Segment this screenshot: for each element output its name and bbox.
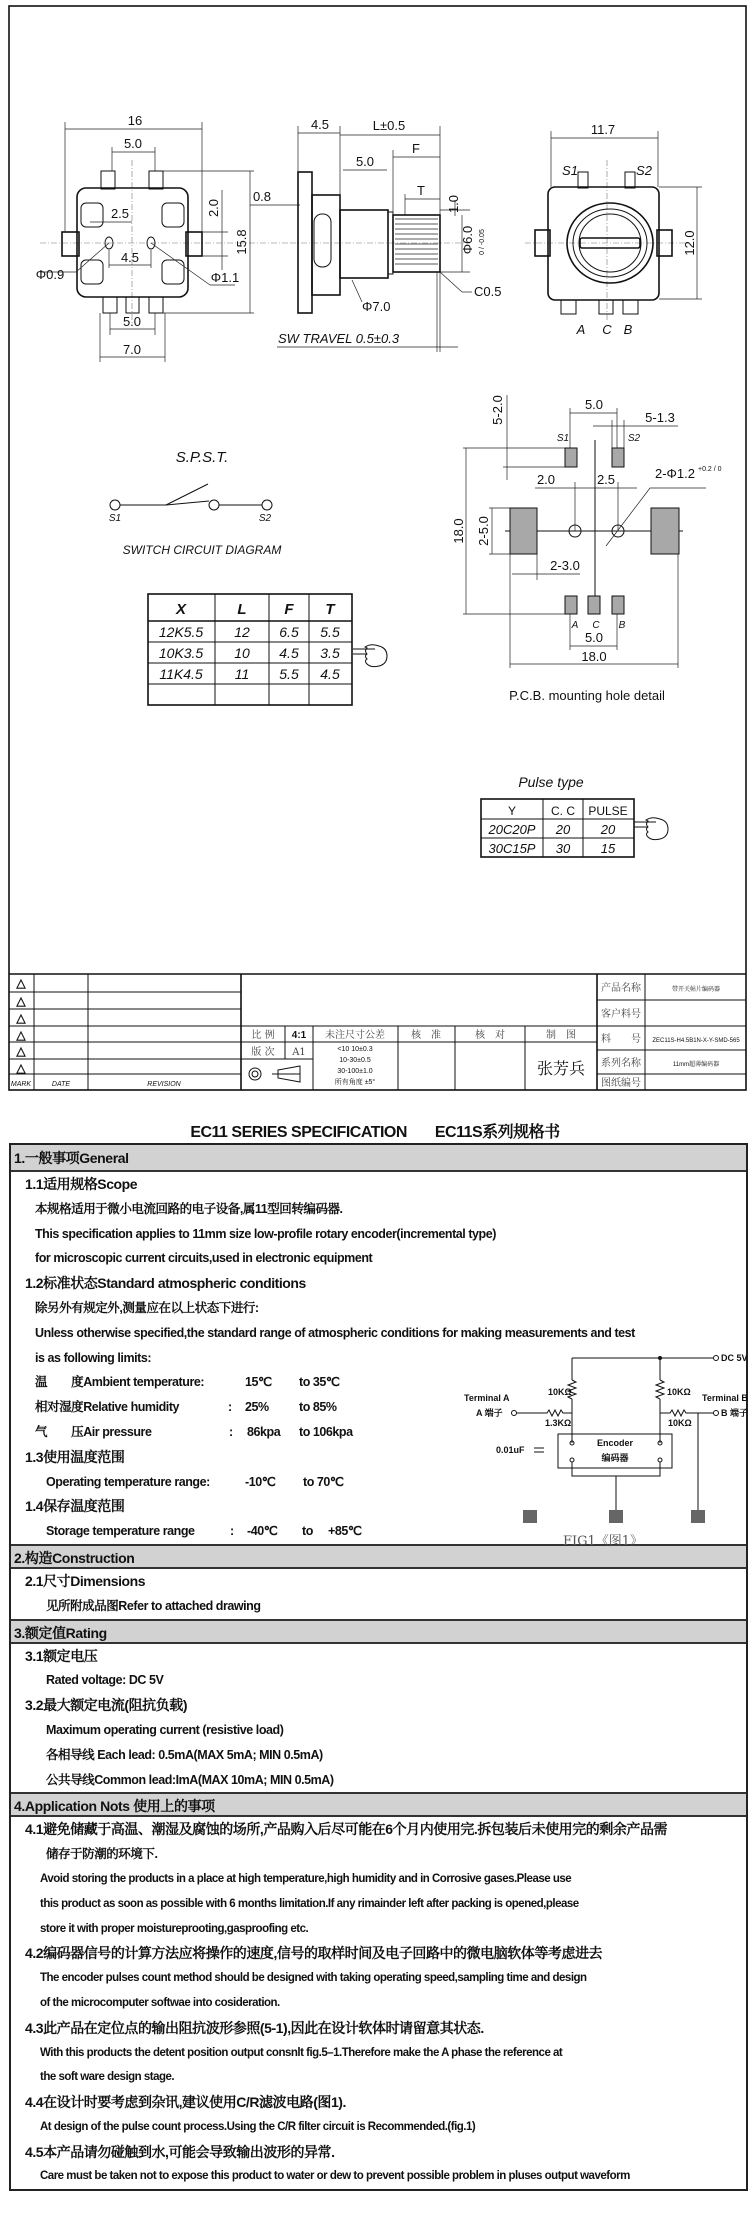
title-field-label: 系列名称 (601, 1058, 641, 1069)
spec-subheading: 4.3此产品在定位点的输出阻抗波形参照(5-1),因此在设计软体时请留意其状态. (25, 2019, 484, 2036)
pcb-label-b: B (618, 620, 626, 631)
switch-s1-label: S1 (108, 513, 122, 524)
table-cell: 6.5 (279, 624, 299, 640)
pcb-caption: P.C.B. mounting hole detail (509, 688, 665, 703)
dim-width-11-7: 11.7 (590, 122, 616, 137)
tolerance-value: 10-30±0.5 (339, 1057, 371, 1064)
table-cell: 5.5 (279, 666, 299, 682)
spec-condition-value: 15℃ (245, 1375, 272, 1390)
revision-mark-triangle-icon: △ (16, 1044, 26, 1058)
spec-text: 本规格适用于微小电流回路的电子设备,属11型回转编码器. (35, 1201, 343, 1216)
spec-text: for microscopic current circuits,used in electronic equipment (35, 1251, 373, 1266)
switch-caption: SWITCH CIRCUIT DIAGRAM (122, 543, 282, 557)
pcb-dim-2-3-0: 2-3.0 (550, 558, 580, 573)
table-cell: 10 (234, 645, 250, 661)
table-cell: 11 (234, 666, 250, 682)
mechanical-drawing (0, 0, 750, 1095)
spec-subheading: 4.1避免储藏于高温、潮湿及腐蚀的场所,产品购入后尽可能在6个月内使用完.拆包装后未使用完的剩余产品需 (25, 1821, 668, 1838)
spec-subheading: 4.5本产品请勿碰触到水,可能会导致输出波形的异常. (25, 2143, 335, 2160)
title-field-value: 11mm超薄编码器 (672, 1062, 720, 1068)
pcb-dim-5-1-3: 5-1.3 (645, 410, 675, 425)
spec-subheading: 3.1额定电压 (25, 1647, 98, 1664)
spec-condition-value: -40℃ (247, 1524, 278, 1539)
pointing-hand-icon (353, 645, 387, 667)
section-header: 4.Application Nots 使用上的事项 (11, 1792, 746, 1817)
table-cell: 30C15P (488, 841, 536, 856)
dim-pin-pitch-bottom: 5.0 (122, 314, 142, 329)
drawn-by-label: 制 图 (546, 1030, 576, 1041)
terminal-b-label: Terminal B (702, 1393, 748, 1403)
spec-condition-value: to 106kpa (299, 1424, 353, 1439)
table-header: X (175, 601, 187, 618)
table-cell: 3.5 (320, 645, 340, 661)
pointing-hand-icon (634, 818, 668, 840)
side-view (277, 117, 501, 352)
title-field-label: 料 号 (601, 1034, 641, 1045)
pin-label-a: A (576, 322, 586, 337)
cone-projection-symbol-icon (272, 1066, 300, 1082)
spec-text: the soft ware design stage. (40, 2071, 175, 2084)
revision-mark-triangle-icon: △ (16, 1061, 26, 1075)
table-header: F (284, 601, 294, 618)
table-cell: 12K5.5 (158, 624, 204, 640)
supply-voltage-label: DC 5V (721, 1353, 748, 1363)
spec-text: Avoid storing the products in a place at high temperature,high humidity and in Corrosive gases.Please use (40, 1872, 572, 1885)
spec-condition-row (11, 1395, 749, 1420)
title-field-label: 产品名称 (601, 983, 641, 994)
pcb-dim-switch-pitch: 5.0 (584, 397, 604, 412)
table-cell: 20 (555, 822, 571, 837)
dim-1-0: 1.0 (446, 194, 461, 214)
spec-condition-value: to 85% (299, 1400, 337, 1415)
terminal-a-label: Terminal A (464, 1393, 510, 1403)
section-header: 2.构造Construction (11, 1544, 746, 1569)
table-cell: 15 (600, 841, 616, 856)
spec-condition-value: +85℃ (328, 1524, 362, 1539)
table-cell: 12 (234, 624, 250, 640)
spec-text: 公共导线Common lead:ImA(MAX 10mA; MIN 0.5mA) (46, 1772, 334, 1787)
spec-subheading: 1.3使用温度范围 (25, 1448, 125, 1465)
spec-condition-value: 气 压Air pressure (35, 1424, 152, 1439)
dim-4-5: 4.5 (120, 250, 140, 265)
dim-shaft-tolerance: 0 / -0.05 (479, 229, 486, 255)
pin-label-s2: S2 (636, 163, 652, 178)
table-cell: 10K3.5 (158, 645, 204, 661)
table-cell: 20C20P (488, 822, 536, 837)
table-header: T (325, 601, 335, 618)
spec-condition-row (11, 1470, 746, 1495)
pin-label-c: C (602, 322, 612, 337)
figure-caption: FIG1《图1》 (562, 1534, 644, 1549)
table-header: C. C (551, 804, 575, 818)
concentric-circles-symbol-icon (249, 1068, 261, 1080)
pcb-mounting-hole-detail (451, 395, 722, 703)
dim-0-8: 0.8 (252, 189, 272, 204)
pin-label-b: B (623, 322, 633, 337)
spec-title (0, 1119, 750, 1142)
dim-f: F (412, 141, 420, 156)
table-cell: 4.5 (279, 645, 299, 661)
dim-shaft-6-0: Φ6.0 (460, 225, 475, 255)
approved-by-label: 核 准 (411, 1030, 441, 1041)
title-field-value: ZEC11S-H4.5B1N-X-Y-SMD-565 (652, 1038, 740, 1044)
scale-label: 比 例 (251, 1030, 275, 1041)
revision-mark-triangle-icon: △ (16, 994, 26, 1008)
dim-pin-pitch-top: 5.0 (123, 136, 143, 151)
pcb-label-c: C (592, 620, 600, 631)
spec-condition-value: to (302, 1524, 313, 1539)
switch-circuit-diagram (109, 449, 281, 557)
pullup-resistor-b-label: 10KΩ (667, 1387, 691, 1397)
pcb-dim-2-0: 2.0 (536, 472, 556, 487)
tolerance-value: <10 10±0.3 (337, 1046, 373, 1053)
spec-condition-value: to 35℃ (299, 1375, 340, 1390)
spec-text: 储存于防潮的环境下. (46, 1847, 158, 1862)
pulse-type-table (481, 774, 668, 857)
dim-chamfer: C0.5 (474, 284, 502, 299)
dim-7-0: 7.0 (122, 342, 142, 357)
spec-text: 各相导线 Each lead: 0.5mA(MAX 5mA; MIN 0.5mA) (46, 1747, 323, 1762)
tolerance-value: 30-100±1.0 (337, 1068, 373, 1075)
dim-length-l: L±0.5 (372, 118, 406, 133)
revision-mark-triangle-icon: △ (16, 976, 26, 990)
table-cell: 5.5 (320, 624, 340, 640)
section-header: 1.一般事项General (11, 1145, 746, 1172)
dim-height-15-8: 15.8 (234, 229, 249, 255)
front-view (36, 113, 300, 362)
table-cell: 30 (555, 841, 571, 856)
pulse-type-title: Pulse type (518, 774, 584, 790)
spec-text: 除另外有规定外,测量应在以上状态下进行: (35, 1300, 259, 1315)
encoder-label-en: Encoder (596, 1438, 634, 1448)
series-resistor-a-label: 1.3KΩ (545, 1418, 572, 1428)
pcb-dim-18-0-horizontal: 18.0 (581, 649, 607, 664)
mark-header: MARK (10, 1081, 32, 1088)
spec-condition-value: : (228, 1400, 232, 1415)
shaft-dimension-table (148, 594, 387, 705)
table-header: PULSE (588, 804, 628, 818)
spec-subheading: 2.1尺寸Dimensions (25, 1572, 146, 1589)
spec-subheading: 4.2编码器信号的计算方法应将操作的速度,信号的取样时间及电子回路中的微电脑软体等考虑进去 (25, 1945, 603, 1962)
table-cell: 20 (600, 822, 616, 837)
pcb-dim-hole-dia: 2-Φ1.2 (655, 466, 696, 481)
series-resistor-b-label: 10KΩ (668, 1418, 692, 1428)
spec-text: Unless otherwise specified,the standard range of atmospheric conditions for making measurements and test (35, 1325, 635, 1340)
spec-condition-value: Operating temperature range: (46, 1474, 210, 1489)
capacitor-label: 0.01uF (496, 1445, 525, 1455)
title-block (9, 974, 746, 1090)
dim-t: T (417, 183, 425, 198)
pcb-label-a: A (571, 620, 579, 631)
title-field-value: 带开关帖片编码器 (671, 987, 721, 993)
spec-text: 见所附成品图Refer to attached drawing (46, 1598, 261, 1613)
spec-text: Maximum operating current (resistive load) (46, 1722, 284, 1737)
spec-condition-row (11, 1519, 746, 1544)
drawn-by-signature: 张芳兵 (536, 1059, 586, 1078)
spec-subheading: 1.4保存温度范围 (25, 1498, 125, 1515)
spec-text: of the microcomputer softwae into cosideration. (40, 1996, 280, 2009)
spec-subheading: 1.2标准状态Standard atmospheric conditions (25, 1275, 306, 1292)
dim-2-5: 2.5 (110, 206, 130, 221)
version-value: A1 (292, 1047, 306, 1058)
table-cell: 11K4.5 (159, 666, 203, 682)
spec-text: The encoder pulses count method should be designed with taking operating speed,sampling time and design (40, 1972, 587, 1985)
spec-condition-value: 相对湿度Relative humidity (35, 1400, 180, 1415)
pcb-label-s2: S2 (627, 433, 641, 444)
dim-2-0: 2.0 (206, 198, 221, 218)
terminal-b-cn-label: B 端子 (721, 1408, 749, 1418)
date-header: DATE (51, 1081, 71, 1088)
spec-title-en: EC11 SERIES SPECIFICATION (190, 1124, 407, 1141)
spec-text: this product as soon as possible with 6 months limitation.If any rimainder left after packing is opened,please (40, 1897, 579, 1910)
switch-s2-label: S2 (258, 513, 272, 524)
spec-table (9, 1143, 748, 2191)
scale-value: 4:1 (291, 1030, 307, 1041)
revision-mark-triangle-icon: △ (16, 1028, 26, 1042)
title-field-label: 图纸编号 (601, 1078, 641, 1089)
tolerance-label: 未注尺寸公差 (325, 1030, 385, 1041)
spec-condition-row (11, 1420, 746, 1445)
spec-text: With this products the detent position output consnlt fig.5–1.Therefore make the A phase the reference at (40, 2046, 563, 2059)
spec-condition-value: 86kpa (247, 1424, 281, 1439)
encoder-label-cn: 编码器 (601, 1453, 629, 1463)
dim-hole-0-9: Φ0.9 (35, 267, 65, 282)
dim-hole-1-1: Φ1.1 (210, 270, 240, 285)
spec-subheading: 4.4在设计时要考虑到杂讯,建议使用C/R滤波电路(图1). (25, 2094, 346, 2111)
section-header: 3.额定值Rating (11, 1619, 746, 1644)
spec-condition-row (11, 1370, 746, 1395)
pcb-dim-5-2-0: 5-2.0 (490, 395, 505, 425)
checked-by-label: 核 对 (475, 1030, 505, 1041)
version-label: 版 次 (251, 1047, 275, 1058)
pullup-resistor-a-label: 10KΩ (548, 1387, 572, 1397)
spec-subheading: 1.1适用规格Scope (25, 1176, 138, 1192)
table-cell: 4.5 (320, 666, 340, 682)
pcb-dim-2-5-0: 2-5.0 (476, 516, 491, 546)
dim-width-16: 16 (127, 113, 143, 128)
dim-bracket-4-5: 4.5 (310, 117, 330, 132)
spec-title-cn: EC11S系列规格书 (434, 1124, 560, 1141)
spec-condition-value: : (229, 1424, 233, 1439)
spec-text: At design of the pulse count process.Using the C/R filter circuit is Recommended.(fig.1) (40, 2120, 476, 2133)
dim-bushing-5-0: 5.0 (355, 154, 375, 169)
title-field-label: 客户料号 (601, 1009, 641, 1020)
spec-condition-value: 温 度Ambient temperature: (35, 1375, 205, 1390)
pcb-label-s1: S1 (556, 433, 570, 444)
terminal-a-cn-label: A 端子 (476, 1408, 503, 1418)
spec-subheading: 3.2最大额定电流(阻抗负载) (25, 1697, 188, 1714)
spec-text: This specification applies to 11mm size low-profile rotary encoder(incremental type) (35, 1226, 496, 1241)
dim-height-12-0: 12.0 (682, 230, 697, 256)
revision-header: REVISION (147, 1081, 181, 1088)
table-header: L (237, 601, 247, 618)
revision-mark-triangle-icon: △ (16, 1011, 26, 1025)
spec-condition-value: : (230, 1524, 234, 1539)
pin-label-s1: S1 (562, 163, 578, 178)
spec-text: store it with proper moistureprooting,gasproofing etc. (40, 1922, 309, 1935)
back-view (525, 122, 702, 337)
dim-bushing-dia: Φ7.0 (362, 299, 391, 314)
spec-text: Rated voltage: DC 5V (46, 1673, 164, 1688)
spec-condition-value: -10℃ (245, 1474, 276, 1489)
spec-text: Care must be taken not to expose this product to water or dew to prevent possible problem in pluses output waveform (40, 2170, 630, 2183)
table-header: Y (507, 804, 517, 818)
pcb-dim-pin-pitch: 5.0 (584, 630, 604, 645)
pcb-dim-2-5: 2.5 (596, 472, 616, 487)
spec-condition-value: to 70℃ (303, 1474, 344, 1489)
spec-condition-value: 25% (245, 1400, 269, 1415)
tolerance-value: 所有角度 ±5° (334, 1079, 376, 1086)
pcb-dim-18-0-vertical: 18.0 (451, 518, 466, 544)
sw-travel-label: SW TRAVEL 0.5±0.3 (278, 331, 400, 346)
switch-type-title: S.P.S.T. (175, 449, 229, 466)
spec-text: is as following limits: (35, 1350, 152, 1365)
pcb-dim-hole-tolerance: +0.2 / 0 (698, 466, 722, 473)
spec-condition-value: Storage temperature range (46, 1524, 195, 1539)
